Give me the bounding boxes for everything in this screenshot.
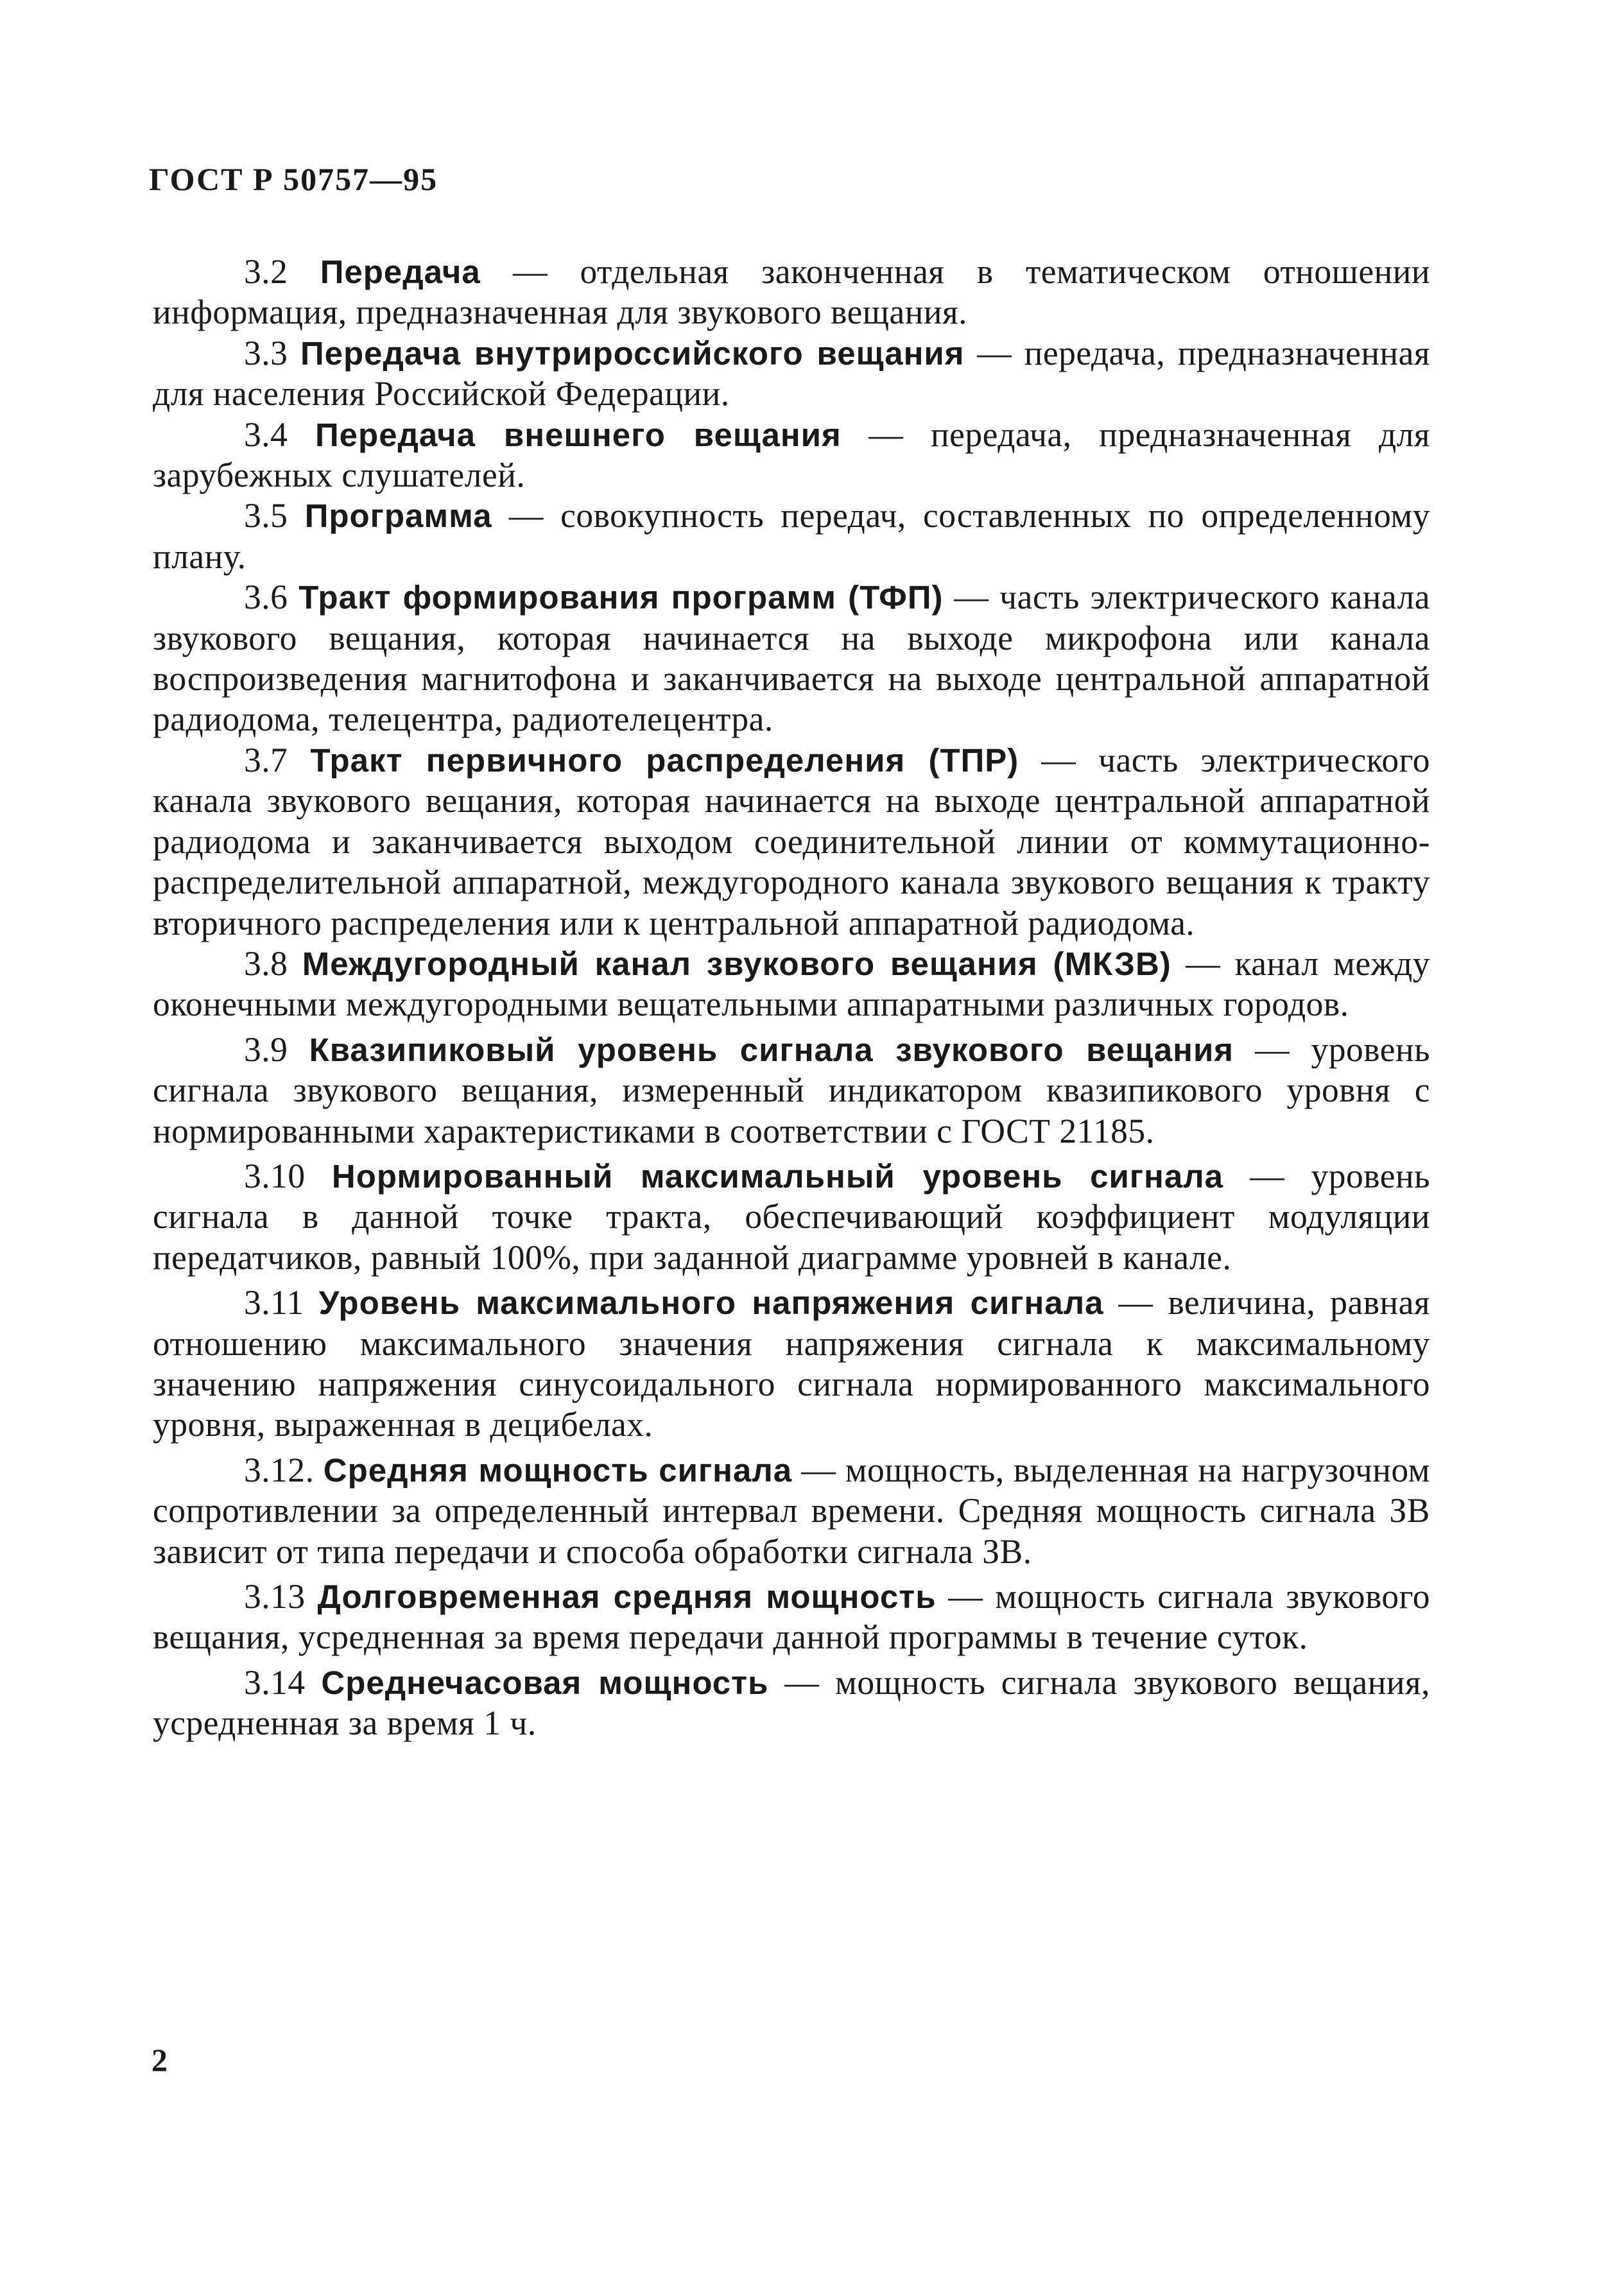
clause-term: Междугородный канал звукового вещания (МКЗВ) bbox=[302, 945, 1171, 982]
clause-number: 3.6 bbox=[244, 578, 288, 617]
clause-3-7 bbox=[153, 740, 1430, 944]
clause-text: — мощность, выделенная на нагрузочном сопротивлении за определенный интервал времени. Средняя мощность сигнала ЗВ зависит от типа передачи и способа обработки сигнала ЗВ. bbox=[153, 1450, 1431, 1571]
clause-3-12 bbox=[153, 1450, 1430, 1572]
clause-term: Уровень максимального напряжения сигнала bbox=[318, 1284, 1104, 1322]
clause-term: Средняя мощность сигнала bbox=[323, 1451, 793, 1489]
clause-3-11 bbox=[153, 1283, 1430, 1446]
clause-number: 3.10 bbox=[244, 1156, 306, 1195]
clause-number: 3.7 bbox=[244, 740, 288, 779]
clause-3-8 bbox=[153, 944, 1430, 1025]
clause-number: 3.3 bbox=[244, 333, 288, 372]
clause-3-14 bbox=[153, 1663, 1430, 1744]
clause-3-3 bbox=[153, 333, 1430, 415]
clause-text: — отдельная законченная в тематическом отношении информация, предназначенная для звукового вещания. bbox=[153, 252, 1431, 332]
clause-term: Тракт первичного распределения (ТПР) bbox=[310, 741, 1019, 779]
clause-number: 3.14 bbox=[244, 1663, 306, 1702]
clause-number: 3.2 bbox=[244, 252, 288, 291]
clause-text: — передача, предназначенная для населения Российской Федерации. bbox=[153, 333, 1431, 413]
clause-term: Программа bbox=[304, 497, 492, 535]
clause-number: 3.11 bbox=[244, 1283, 304, 1322]
document-header: ГОСТ Р 50757—95 bbox=[149, 161, 438, 197]
clause-text: — уровень сигнала звукового вещания, измеренный индикатором квазипикового уровня с нормированными характеристиками в соответствии с ГОСТ 21185. bbox=[153, 1030, 1431, 1150]
clause-number: 3.4 bbox=[244, 415, 288, 454]
clause-3-9 bbox=[153, 1030, 1430, 1152]
clause-number: 3.9 bbox=[244, 1030, 288, 1069]
clause-text: — часть электрического канала звукового вещания, которая начинается на выходе центральной аппаратной радиодома и заканчивается выходом соединительной линии от коммутационно-распределительной аппаратной, междугородного канала звукового вещания к тракту вторичного распределения или к центральной аппаратной радиодома. bbox=[153, 740, 1431, 942]
clause-text: — мощность сигнала звукового вещания, усредненная за время передачи данной программы в течение суток. bbox=[153, 1577, 1430, 1657]
clause-term: Квазипиковый уровень сигнала звукового вещания bbox=[309, 1031, 1234, 1068]
page-number: 2 bbox=[151, 2042, 168, 2078]
clause-number: 3.8 bbox=[244, 944, 288, 983]
clause-term: Нормированный максимальный уровень сигнала bbox=[331, 1157, 1223, 1195]
clause-3-4 bbox=[153, 415, 1430, 496]
clause-3-5 bbox=[153, 496, 1430, 577]
clause-number: 3.5 bbox=[244, 496, 288, 535]
clause-term: Передача внешнего вещания bbox=[315, 416, 842, 453]
clause-text: — совокупность передач, составленных по определенному плану. bbox=[153, 496, 1431, 576]
clause-number: 3.13 bbox=[244, 1577, 306, 1616]
clause-text: — передача, предназначенная для зарубежных слушателей. bbox=[153, 415, 1430, 495]
clause-text: — величина, равная отношению максимального значения напряжения сигнала к максимальному значению напряжения синусоидального сигнала нормированного максимального уровня, выраженная в децибелах. bbox=[153, 1283, 1431, 1444]
clause-3-10 bbox=[153, 1156, 1430, 1278]
clause-text: — часть электрического канала звукового вещания, которая начинается на выходе микрофона или канала воспроизведения магнитофона и заканчивается на выходе центральной аппаратной радиодома, телецентра, радиотелецентра. bbox=[153, 578, 1431, 739]
clause-term: Среднечасовая мощность bbox=[321, 1664, 769, 1701]
clause-number: 3.12. bbox=[244, 1450, 315, 1489]
clause-text: — мощность сигнала звукового вещания, усредненная за время 1 ч. bbox=[153, 1663, 1431, 1743]
clause-term: Долговременная средняя мощность bbox=[317, 1578, 937, 1615]
clause-term: Тракт формирования программ (ТФП) bbox=[298, 579, 944, 616]
clauses-body bbox=[153, 252, 1430, 1744]
clause-text: — уровень сигнала в данной точке тракта, обеспечивающий коэффициент модуляции передатчиков, равный 100%, при заданной диаграмме уровней в канале. bbox=[153, 1156, 1430, 1277]
clause-term: Передача bbox=[320, 254, 481, 290]
clause-text: — канал между оконечными междугородными вещательными аппаратными различных городов. bbox=[153, 944, 1430, 1024]
clause-3-13 bbox=[153, 1577, 1430, 1658]
clause-3-2 bbox=[153, 252, 1430, 333]
clause-3-6 bbox=[153, 577, 1430, 740]
clause-term: Передача внутрироссийского вещания bbox=[300, 334, 965, 372]
